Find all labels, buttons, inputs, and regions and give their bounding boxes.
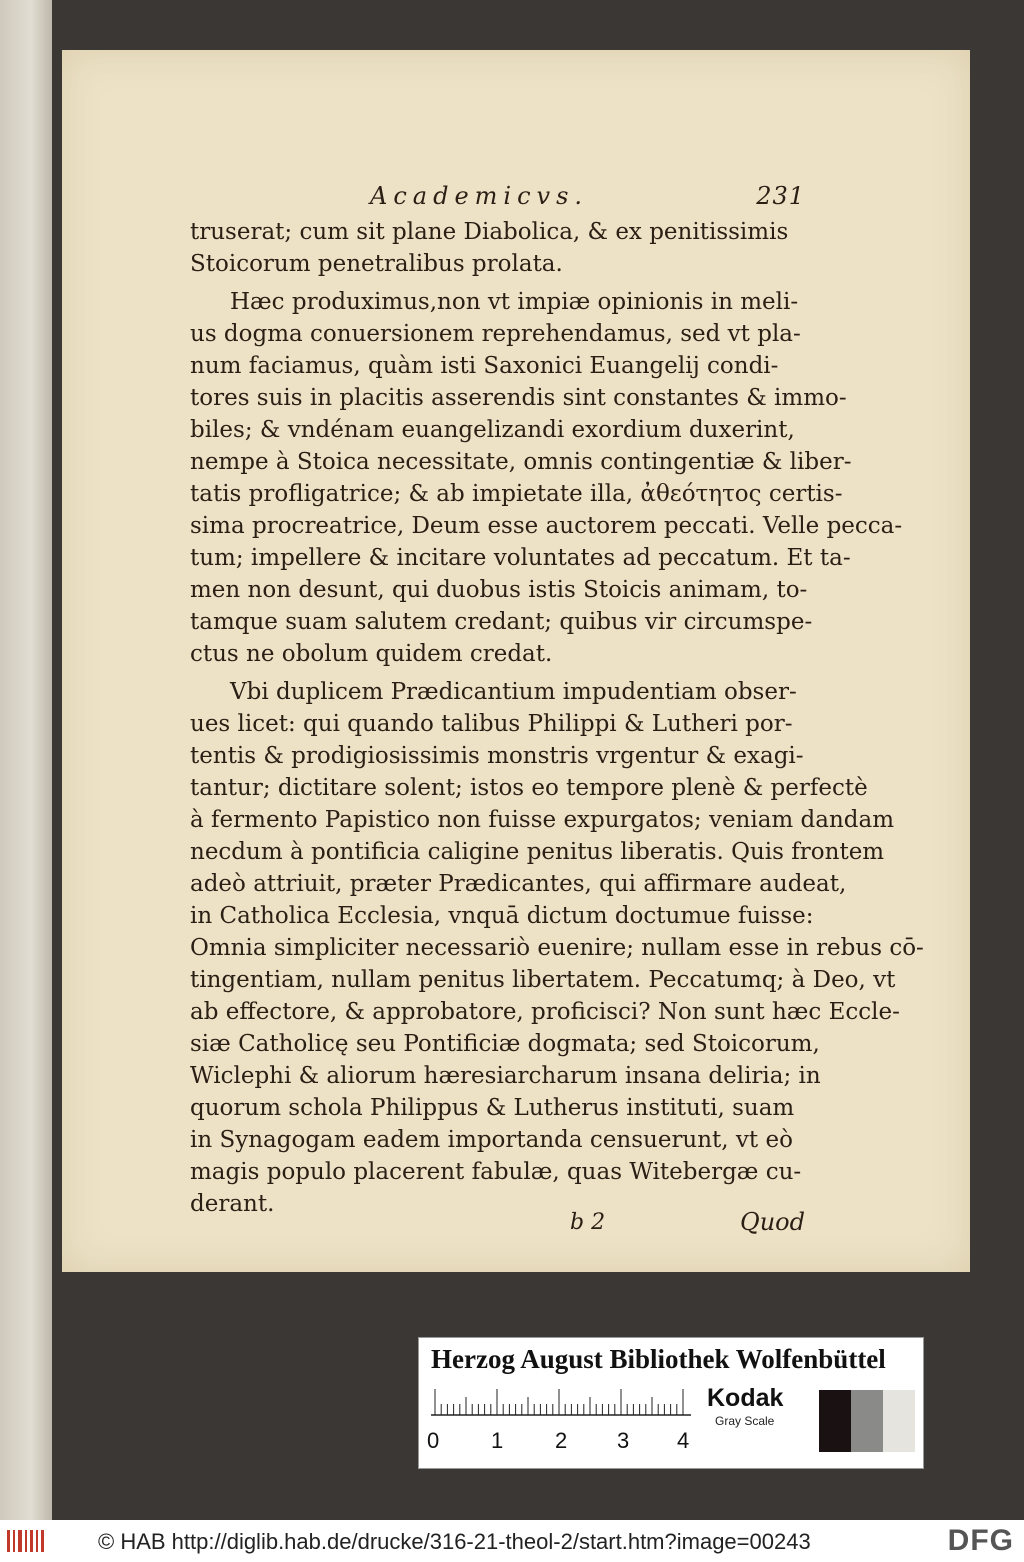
signature-mark: b 2: [570, 1210, 606, 1235]
text-line: tum; impellere & incitare voluntates ad peccatum. Et ta-: [190, 545, 851, 571]
scale-number: 2: [555, 1428, 568, 1453]
text-line: ctus ne obolum quidem credat.: [190, 641, 553, 667]
book-page: [62, 50, 970, 1272]
text-line: tamque suam salutem credant; quibus vir circumspe-: [190, 609, 813, 635]
text-line: tatis profligatrice; & ab impietate illa, ἀθεότητος certis-: [190, 481, 843, 507]
scale-number: 3: [617, 1428, 630, 1453]
text-line: tingentiam, nullam penitus libertatem. Peccatumq; à Deo, vt: [190, 967, 896, 993]
barcode-icon: [6, 1528, 46, 1554]
text-line: magis populo placerent fabulæ, quas Witebergæ cu-: [190, 1159, 802, 1185]
text-line: biles; & vndénam euangelizandi exordium duxerint,: [190, 417, 795, 443]
page-header: [190, 180, 805, 220]
scale-number: 0: [427, 1428, 440, 1453]
gray-swatch-light: [883, 1390, 915, 1452]
text-line: us dogma conuersionem reprehendamus, sed vt pla-: [190, 321, 801, 347]
kodak-logo: Kodak: [707, 1384, 784, 1412]
page-number: 231: [756, 182, 805, 210]
text-line: num faciamus, quàm isti Saxonici Euangelij condi-: [190, 353, 779, 379]
text-line: Vbi duplicem Prædicantium impudentiam obser-: [230, 679, 797, 705]
text-line: tores suis in placitis asserendis sint constantes & immo-: [190, 385, 847, 411]
text-line: adeò attriuit, præter Prædicantes, qui affirmare audeat,: [190, 871, 847, 897]
text-line: Wiclephi & aliorum hæresiarcharum insana deliria; in: [190, 1063, 821, 1089]
footer-bar: [0, 1520, 1024, 1562]
text-line: Omnia simpliciter necessariò euenire; nullam esse in rebus cō-: [190, 935, 924, 961]
text-line: tantur; dictitare solent; istos eo tempore plenè & perfectè: [190, 775, 868, 801]
ruler-scale: [431, 1388, 691, 1416]
library-name: Herzog August Bibliothek Wolfenbüttel: [431, 1344, 886, 1374]
running-title: Academicvs.: [370, 182, 589, 210]
text-line: sima procreatrice, Deum esse auctorem peccati. Velle pecca-: [190, 513, 903, 539]
text-line: men non desunt, qui duobus istis Stoicis animam, to-: [190, 577, 808, 603]
catchword: Quod: [740, 1208, 805, 1236]
dfg-logo: DFG: [947, 1524, 1014, 1557]
gray-swatch-mid: [851, 1390, 883, 1452]
adjacent-page-edge: [0, 0, 52, 1520]
scale-number: 1: [491, 1428, 504, 1453]
text-line: siæ Catholicę seu Pontificiæ dogmata; sed Stoicorum,: [190, 1031, 820, 1057]
text-line: tentis & prodigiosissimis monstris vrgentur & exagi-: [190, 743, 804, 769]
text-line: necdum à pontificia caligine penitus liberatis. Quis frontem: [190, 839, 885, 865]
text-line: quorum schola Philippus & Lutherus instituti, suam: [190, 1095, 795, 1121]
text-line: truserat; cum sit plane Diabolica, & ex penitissimis: [190, 219, 789, 245]
text-line: ues licet: qui quando talibus Philippi & Lutheri por-: [190, 711, 793, 737]
gray-scale-caption: Gray Scale: [715, 1414, 775, 1428]
text-line: derant.: [190, 1191, 275, 1217]
text-line: Hæc produximus,non vt impiæ opinionis in meli-: [230, 289, 799, 315]
text-line: in Catholica Ecclesia, vnquā dictum doctumue fuisse:: [190, 903, 814, 929]
scale-number: 4: [677, 1428, 690, 1453]
copyright-link[interactable]: © HAB http://diglib.hab.de/drucke/316-21-theol-2/start.htm?image=00243: [98, 1529, 811, 1554]
color-scale-label: [418, 1337, 924, 1469]
text-line: Stoicorum penetralibus prolata.: [190, 251, 563, 277]
text-line: in Synagogam eadem importanda censuerunt, vt eò: [190, 1127, 793, 1153]
text-line: nempe à Stoica necessitate, omnis contingentiæ & liber-: [190, 449, 852, 475]
text-line: ab effectore, & approbatore, proficisci? Non sunt hæc Eccle-: [190, 999, 900, 1025]
text-line: à fermento Papistico non fuisse expurgatos; veniam dandam: [190, 807, 895, 833]
gray-swatch-dark: [819, 1390, 851, 1452]
